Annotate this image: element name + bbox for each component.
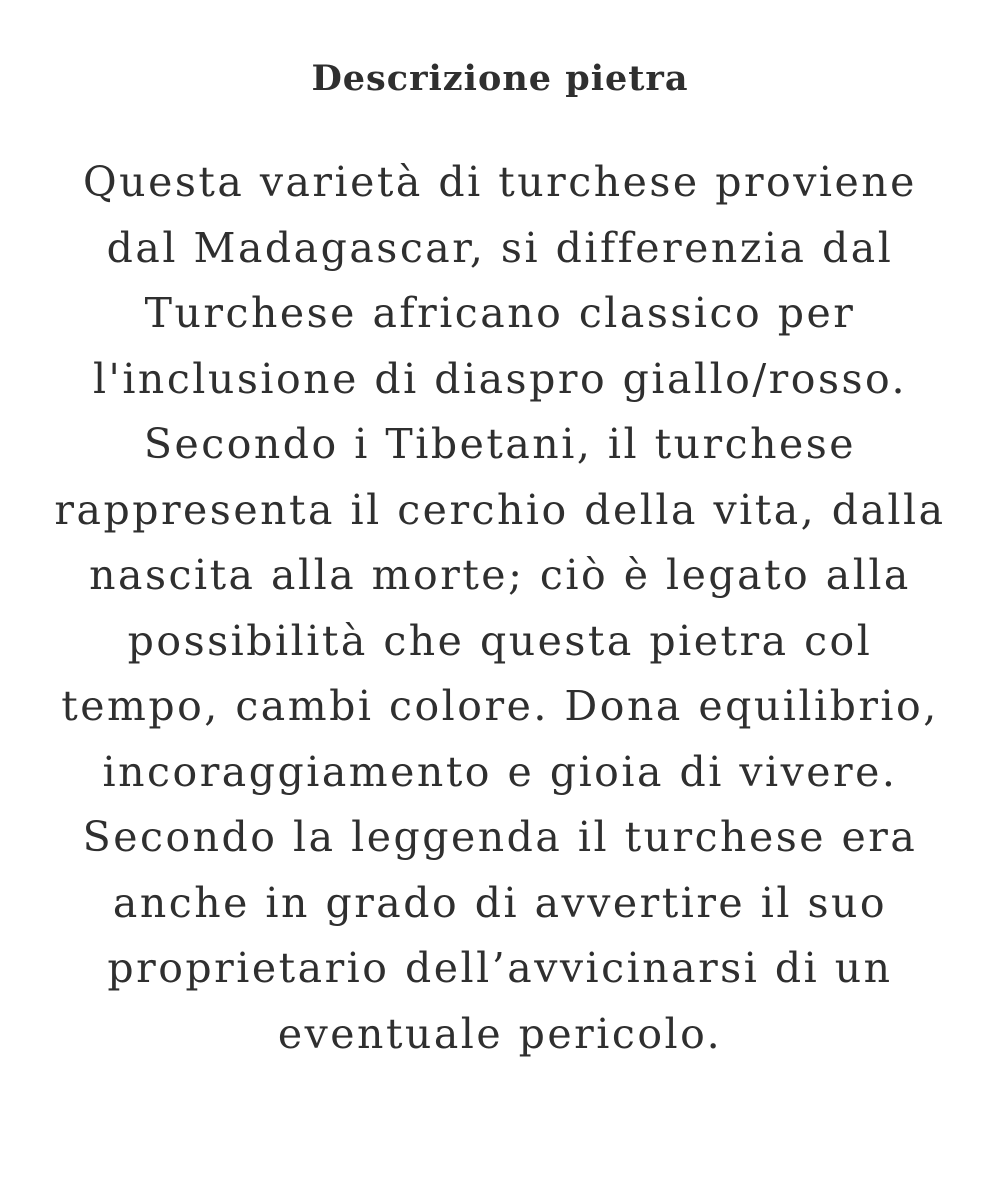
description-line: incoraggiamento e gioia di vivere. <box>102 747 898 796</box>
description-line: nascita alla morte; ciò è legato alla <box>89 551 911 599</box>
stone-description-text <box>40 150 960 1067</box>
description-line: rappresenta il cerchio della vita, dalla <box>54 485 946 534</box>
description-line: Questa varietà di turchese proviene <box>83 158 917 206</box>
description-line: Secondo la leggenda il turchese era <box>82 813 918 861</box>
description-line: possibilità che questa pietra col <box>127 616 873 665</box>
description-line: Turchese africano classico per <box>144 289 856 337</box>
section-heading: Descrizione pietra <box>311 58 689 99</box>
description-line: dal Madagascar, si differenzia dal <box>106 223 894 272</box>
description-line: proprietario dell’avvicinarsi di un <box>107 944 893 992</box>
description-line: eventuale pericolo. <box>277 1009 723 1058</box>
description-line: tempo, cambi colore. Dona equilibrio, <box>61 682 939 730</box>
description-line: l'inclusione di diaspro giallo/rosso. <box>92 354 908 403</box>
description-line: Secondo i Tibetani, il turchese <box>143 420 857 468</box>
description-line: anche in grado di avvertire il suo <box>112 878 888 927</box>
